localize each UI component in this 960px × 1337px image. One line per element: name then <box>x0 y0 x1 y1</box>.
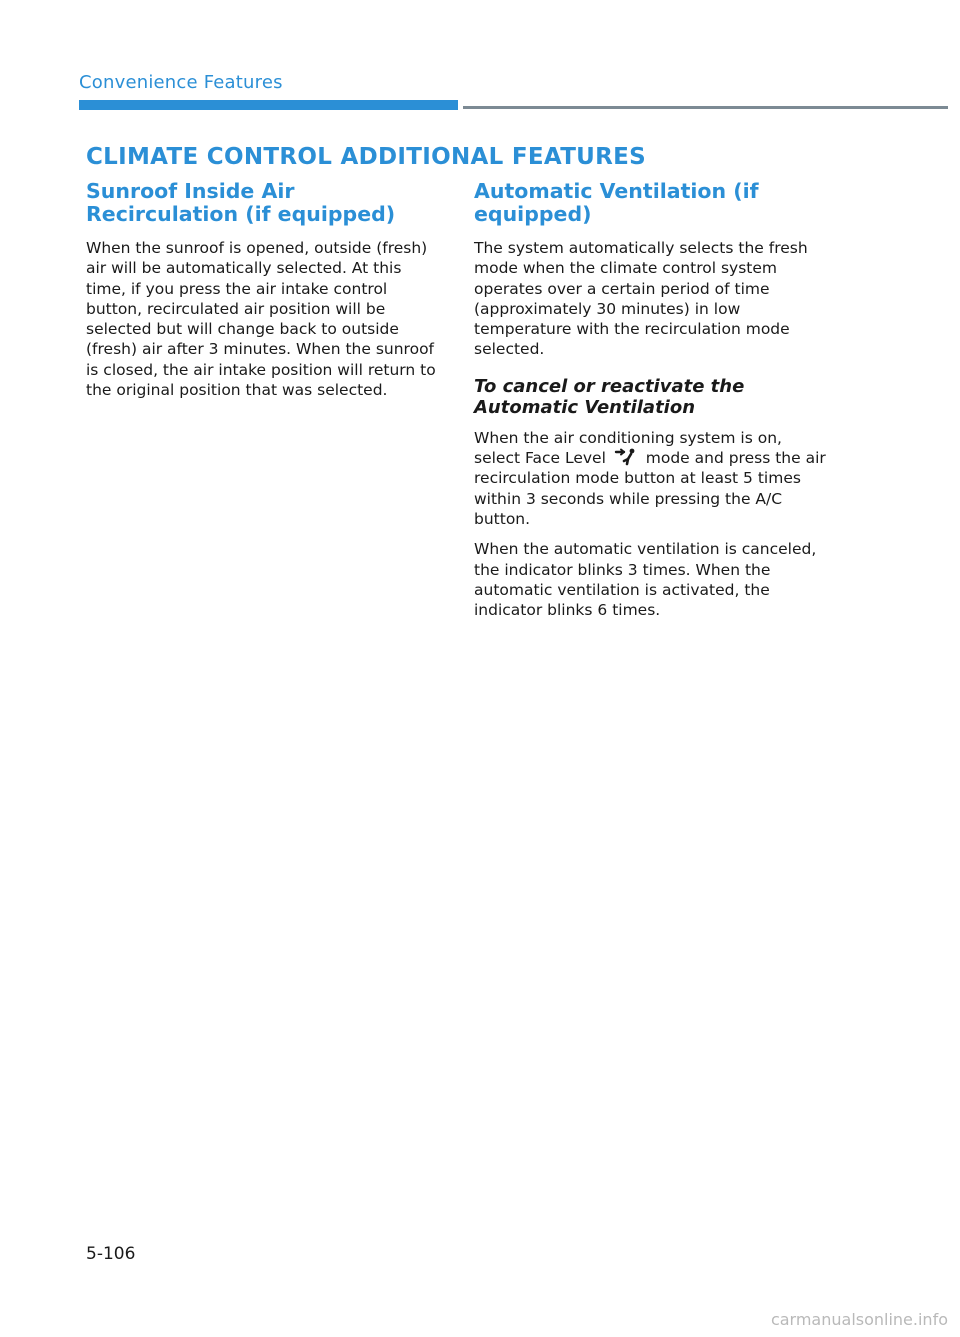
paragraph-text-after-icon: mode and press the air recirculation mode button at least 5 times within 3 seconds while pressing the A/C button. <box>474 449 826 528</box>
sunroof-recirculation-paragraph: When the sunroof is opened, outside (fresh) air will be automatically selected. At this time, if you press the air intake control button, recirculated air position will be selected but will change back to outside (fresh) air after 3 minutes. When the sunroof is closed, the air intake position will return to the original position that was selected. <box>86 239 436 400</box>
left-column <box>86 180 442 410</box>
sunroof-recirculation-heading: Sunroof Inside Air Recirculation (if equipped) <box>86 179 396 226</box>
right-column <box>474 180 830 630</box>
face-level-icon <box>613 448 639 466</box>
watermark: carmanualsonline.info <box>770 1310 948 1329</box>
section-title: CLIMATE CONTROL ADDITIONAL FEATURES <box>86 144 647 170</box>
chapter-title: Convenience Features <box>79 72 283 93</box>
automatic-ventilation-paragraph: The system automatically selects the fresh mode when the climate control system operates over a certain period of time (approximately 30 minutes) in low temperature with the recirculation mode selected. <box>474 239 808 359</box>
indicator-blink-paragraph: When the automatic ventilation is canceled, the indicator blinks 3 times. When the automatic ventilation is activated, the indicator blinks 6 times. <box>474 540 817 620</box>
cancel-reactivate-paragraph <box>474 428 830 529</box>
cancel-reactivate-subheading: To cancel or reactivate the Automatic Ventilation <box>474 375 745 418</box>
header-accent-bar <box>79 100 458 110</box>
automatic-ventilation-heading: Automatic Ventilation (if equipped) <box>474 179 759 226</box>
page-number: 5-106 <box>86 1244 136 1264</box>
paragraph-text-before-icon: When the air conditioning system is on, select Face Level <box>474 428 782 468</box>
header-rule <box>463 106 948 109</box>
